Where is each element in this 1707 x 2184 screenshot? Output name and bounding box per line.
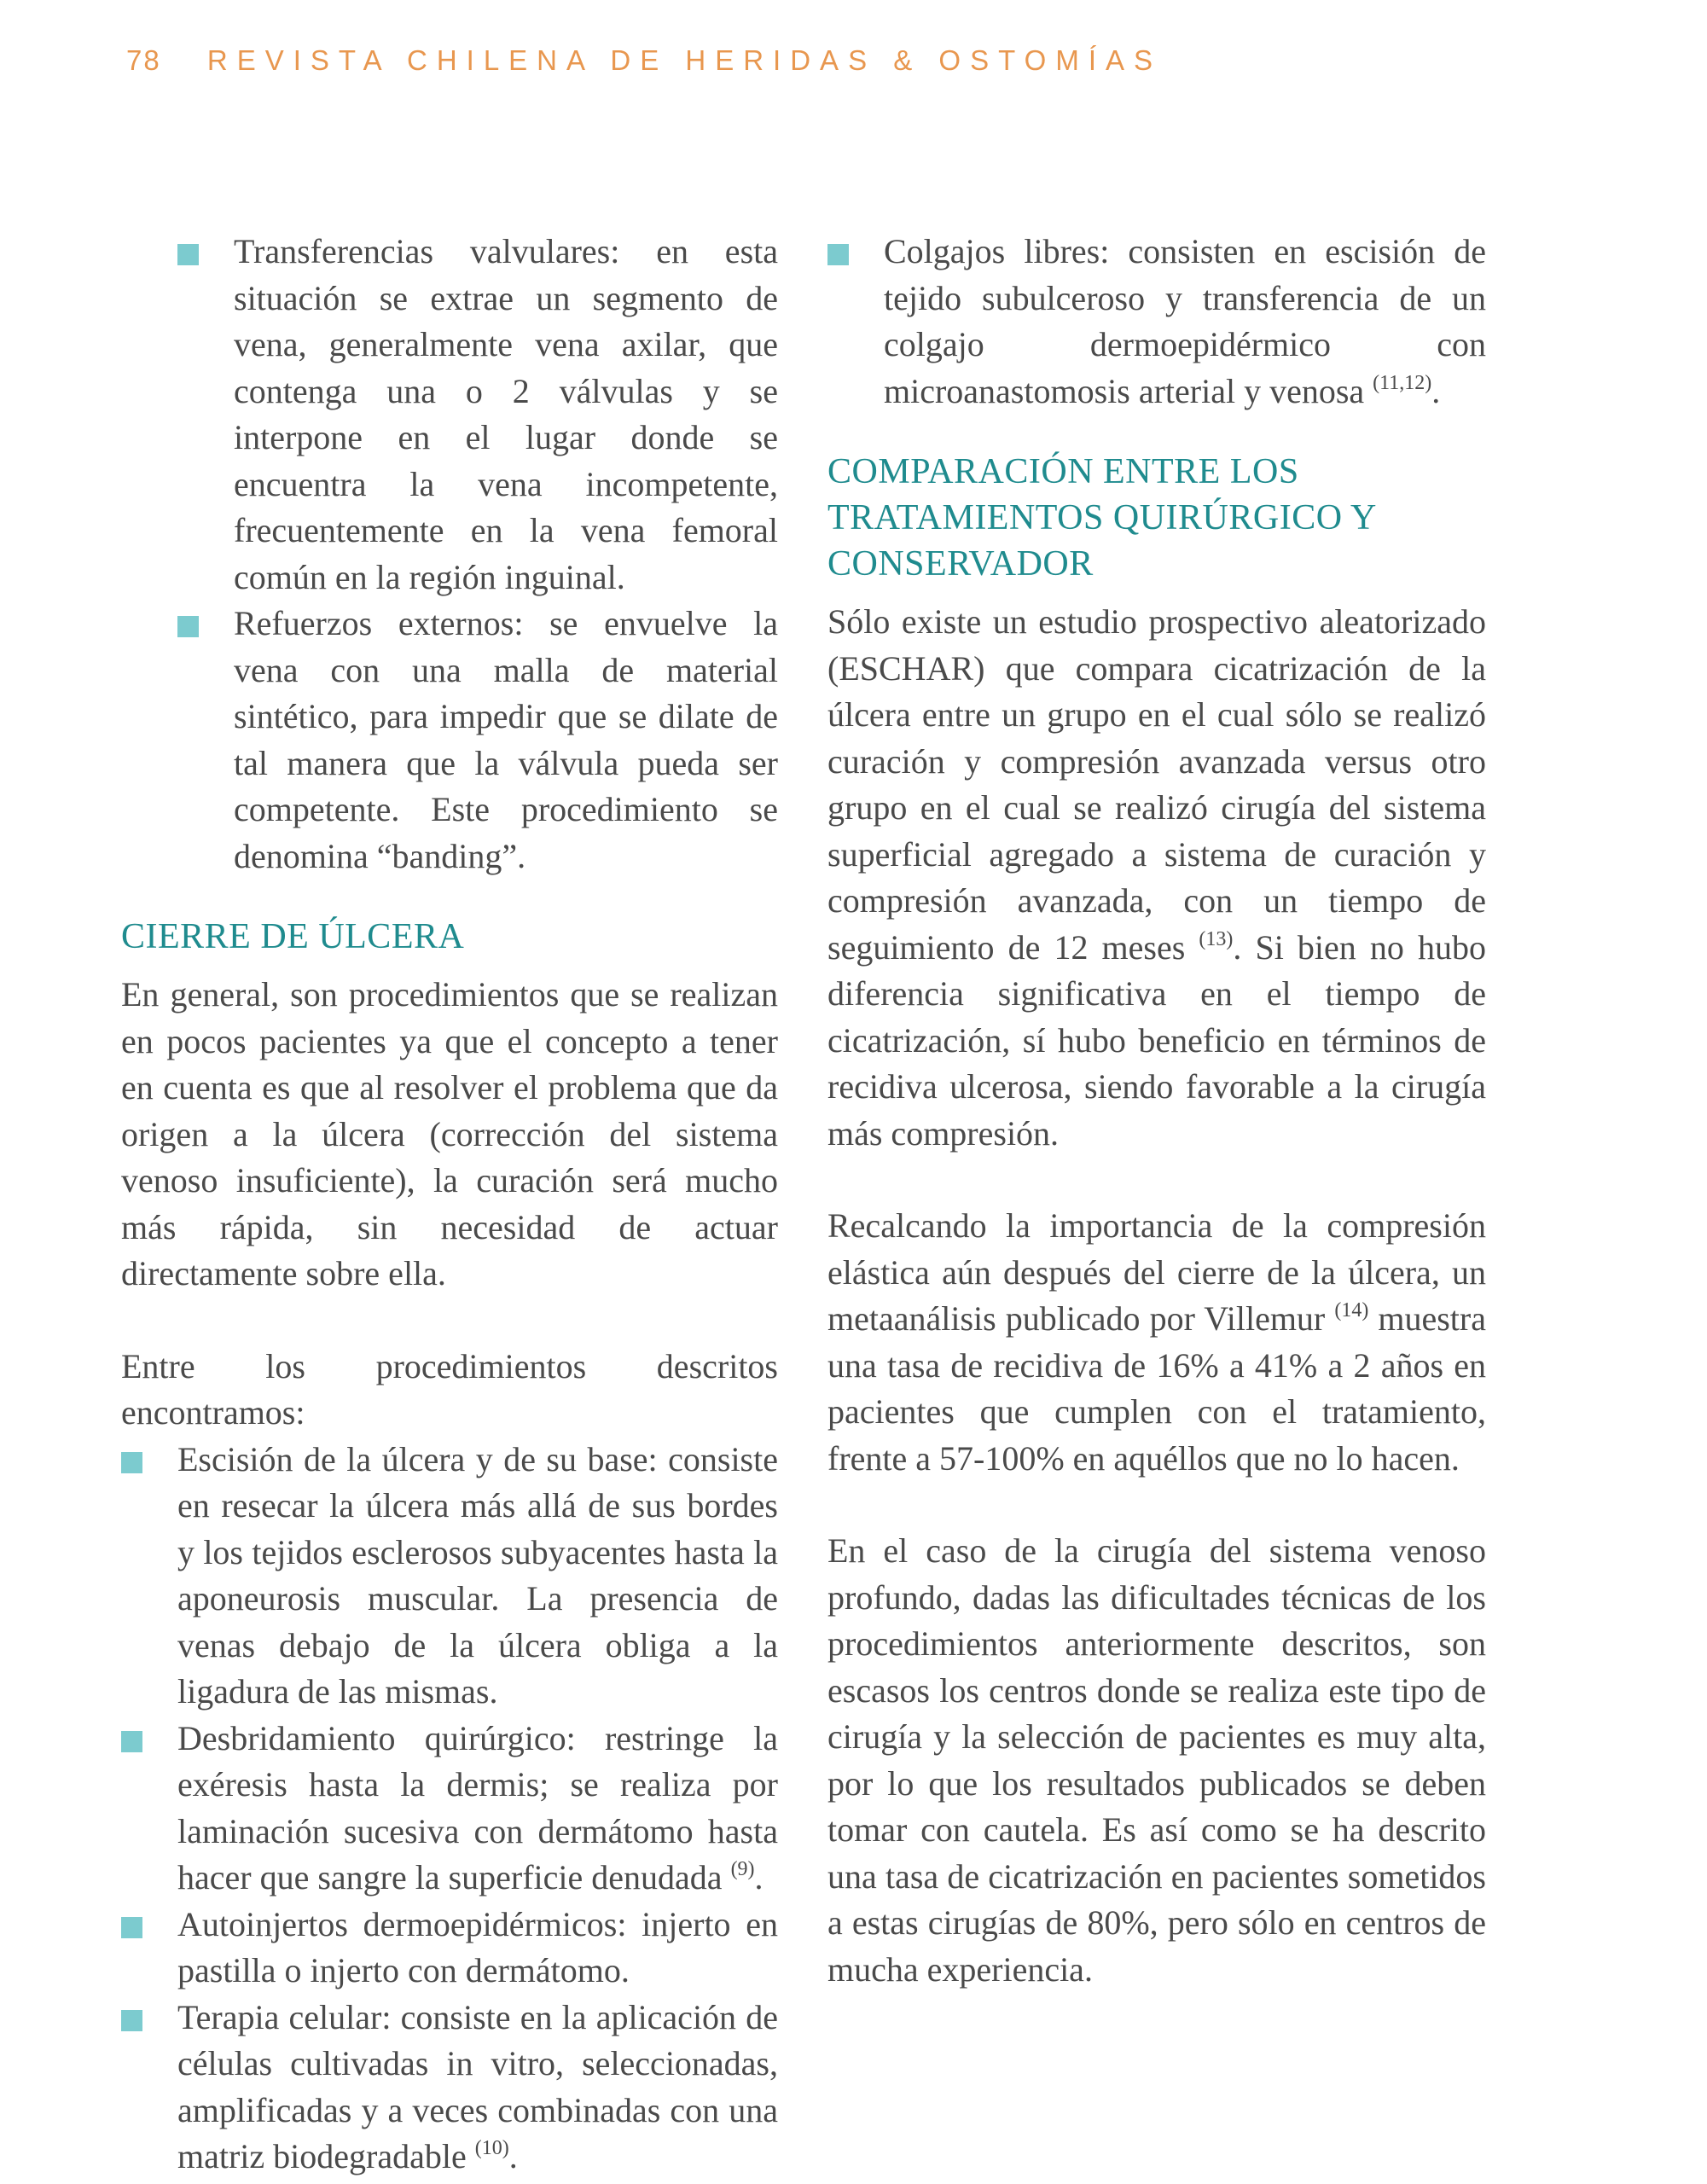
list-item xyxy=(177,229,778,601)
list-item: Colgajos libres: consisten en escisión de tejido subulceroso y transferencia de un colgajo dermoepidérmico con microanastomosis arterial y venosa $^{(11,12)}$. xyxy=(827,229,1486,415)
list-item-text: Transferencias valvulares: en esta situación se extrae un segmento de vena, generalmente vena axilar, que contenga una o 2 válvulas y se interpone en el lugar donde se encuentra la vena incompetente, frecuentemente en la vena femoral común en la región inguinal. xyxy=(234,232,778,596)
list-item-text: Refuerzos externos: se envuelve la vena con una malla de material sintético, para impedir que se dilate de tal manera que la válvula pueda ser competente. Este procedimiento se denomina “banding”. xyxy=(234,604,778,875)
body-paragraph-deep-venous: En el caso de la cirugía del sistema venoso profundo, dadas las dificultades técnicas de los procedimientos anteriormente descritos, son escasos los centros donde se realiza este tipo de cirugía y la selección de pacientes es muy alta, por lo que los resultados publicados se deben tomar con cautela. Es así como se ha descrito una tasa de cicatrización en pacientes sometidos a estas cirugías de 80%, pero sólo en centros de mucha experiencia. xyxy=(827,1531,1486,1989)
square-bullet-icon xyxy=(177,244,199,265)
square-bullet-icon xyxy=(177,616,199,637)
list-item-text: Escisión de la úlcera y de su base: consiste en resecar la úlcera más allá de sus bordes y los tejidos esclerosos subyacentes hasta la aponeurosis muscular. La presencia de venas debajo de la úlcera obliga a la ligadura de las mismas. xyxy=(177,1439,778,1711)
list-item: Terapia celular: consiste en la aplicación de células cultivadas in vitro, seleccionadas, amplificadas y a veces combinadas con una matriz biodegradable $^{(10)}$. xyxy=(121,1995,778,2181)
citation-ref: (9) xyxy=(730,1858,755,1880)
page-number: 78 xyxy=(126,44,161,76)
running-header xyxy=(126,44,1162,77)
body-paragraph: En general, son procedimientos que se realizan en pocos pacientes ya que el concepto a tener en cuenta es que al resolver el problema que da origen a la úlcera (corrección del sistema venoso insuficiente), la curación será mucho más rápida, sin necesidad de actuar directamente sobre ella. xyxy=(121,975,778,1292)
list-item-text: Terapia celular: consiste en la aplicación de células cultivadas in vitro, seleccionadas, amplificadas y a veces combinadas con una matriz biodegradable xyxy=(177,1997,778,2175)
flap-procedures-list xyxy=(827,229,1486,415)
list-item: Desbridamiento quirúrgico: restringe la exéresis hasta la dermis; se realiza por laminación sucesiva con dermátomo hasta hacer que sangre la superficie denudada $^{(9)}$. xyxy=(121,1716,778,1902)
list-item-text: Autoinjertos dermoepidérmicos: injerto en pastilla o injerto con dermátomo. xyxy=(177,1904,778,1989)
right-column xyxy=(827,229,1486,1993)
square-bullet-icon xyxy=(121,2010,142,2031)
list-item-text: Desbridamiento quirúrgico: restringe la exéresis hasta la dermis; se realiza por laminación sucesiva con dermátomo hasta hacer que sangre la superficie denudada xyxy=(177,1718,778,1896)
square-bullet-icon xyxy=(121,1917,142,1938)
list-item-text: Colgajos libres: consisten en escisión de tejido subulceroso y transferencia de un colgajo dermoepidérmico con microanastomosis arterial y venosa xyxy=(884,232,1486,410)
citation-ref: (10) xyxy=(474,2137,509,2159)
square-bullet-icon xyxy=(121,1452,142,1473)
square-bullet-icon xyxy=(121,1731,142,1752)
left-column xyxy=(121,229,778,2181)
body-paragraph: Entre los procedimientos descritos encontramos: xyxy=(121,1346,778,1432)
section-heading-comparacion: COMPARACIÓN ENTRE LOS TRATAMIENTOS QUIRÚRGICO Y CONSERVADOR xyxy=(827,452,1377,584)
venous-procedures-list xyxy=(177,229,778,880)
citation-ref: (14) xyxy=(1334,1299,1369,1321)
list-item xyxy=(121,1902,778,1995)
square-bullet-icon xyxy=(827,244,849,265)
journal-title: REVISTA CHILENA DE HERIDAS & OSTOMÍAS xyxy=(206,44,1163,76)
list-item xyxy=(121,1437,778,1716)
body-paragraph-villemur: Recalcando la importancia de la compresión elástica aún después del cierre de la úlcera, un metaanálisis publicado por Villemur $^{(14)}$ muestra una tasa de recidiva de 16% a 41% a 2 años en pacientes que cumplen con el tratamiento, frente a 57-100% en aquéllos que no lo hacen. xyxy=(827,1206,1486,1478)
section-heading-cierre-ulcera: CIERRE DE ÚLCERA xyxy=(121,917,465,956)
citation-ref: (11,12) xyxy=(1373,371,1432,394)
list-item xyxy=(177,601,778,880)
ulcer-procedures-list xyxy=(121,1437,778,2181)
body-paragraph-eschar: Sólo existe un estudio prospectivo aleatorizado (ESCHAR) que compara cicatrización de la úlcera entre un grupo en el cual sólo se realizó curación y compresión avanzada versus otro grupo en el cual se realizó cirugía del sistema superficial agregado a sistema de curación y compresión avanzada, con un tiempo de seguimiento de 12 meses $^{(13)}$. Si bien no hubo diferencia significativa en el tiempo de cicatrización, sí hubo beneficio en términos de recidiva ulcerosa, siendo favorable a la cirugía más compresión. xyxy=(827,602,1486,1153)
citation-ref: (13) xyxy=(1199,927,1234,950)
